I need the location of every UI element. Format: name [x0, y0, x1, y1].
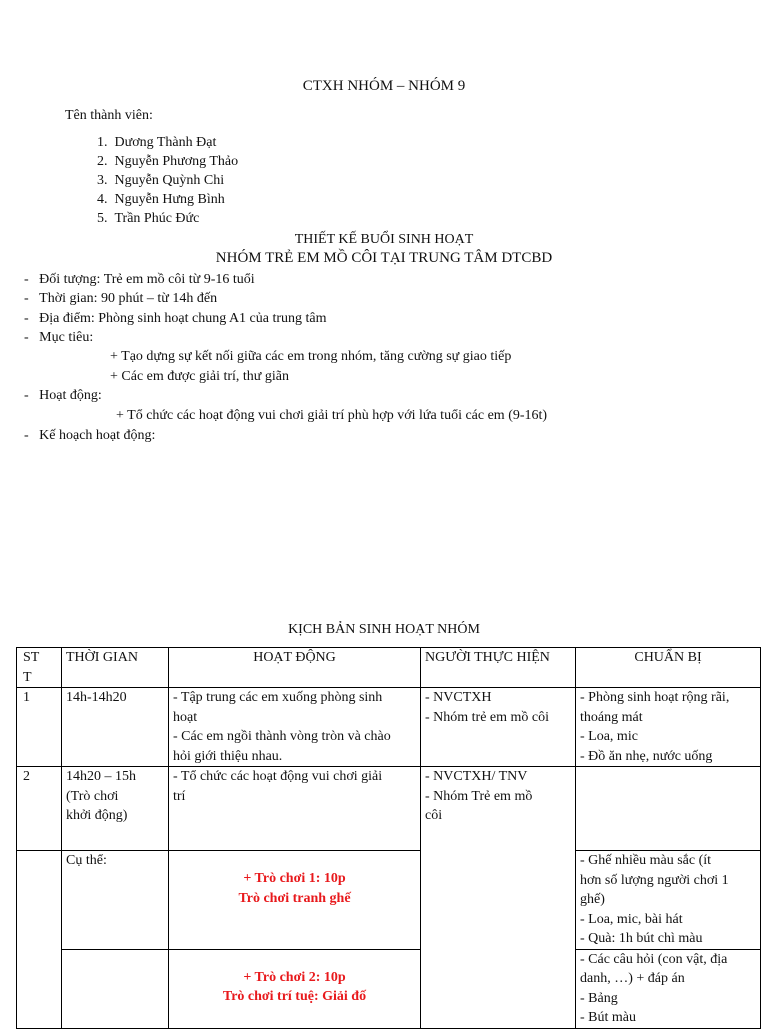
- bullet-text: Địa điểm: Phòng sinh hoạt chung A1 của trung tâm: [39, 311, 327, 326]
- bullet-text: Kế hoạch hoạt động:: [39, 428, 156, 443]
- table-row: [17, 949, 761, 1028]
- row2-stt: 2: [17, 767, 62, 851]
- row1-activity: [169, 688, 421, 767]
- member-item: [97, 133, 216, 152]
- cell-line: - Loa, mic, bài hát: [580, 911, 683, 927]
- game2-name: Trò chơi trí tuệ: Giải đố: [222, 989, 367, 1004]
- bullet-item: - Hoạt động:: [24, 388, 102, 403]
- script-title: KỊCH BẢN SINH HOẠT NHÓM: [288, 622, 480, 637]
- cell-line: trí: [173, 788, 186, 804]
- header-prep-text: CHUẨN BỊ: [634, 650, 702, 665]
- table-row: [17, 767, 761, 851]
- cell-line: côi: [425, 808, 443, 823]
- bullet-text: Mục tiêu:: [39, 330, 94, 345]
- cell-line: - Tập trung các em xuống phòng sinh: [173, 690, 383, 705]
- row1-stt: 1: [17, 688, 62, 767]
- member-name: Nguyễn Quỳnh Chi: [114, 173, 225, 188]
- row1-time: 14h-14h20: [62, 688, 169, 767]
- row2-prep: [576, 767, 761, 851]
- row4-prep: [576, 949, 761, 1028]
- cell-line: - Quà: 1h bút chì màu: [580, 931, 703, 946]
- cell-line: 14h20 – 15h: [66, 769, 136, 784]
- header-performer: [421, 648, 576, 688]
- member-number: 5.: [97, 211, 108, 226]
- cell-line: hoạt: [173, 709, 198, 725]
- table-header-row: [17, 648, 761, 688]
- header-time: [62, 648, 169, 688]
- bullet-item: - Đối tượng: Trẻ em mồ côi từ 9-16 tuổi: [24, 272, 255, 287]
- cell-line: (Trò chơi: [66, 788, 119, 804]
- cell-line: - Nhóm Trẻ em mồ: [425, 788, 533, 804]
- table-row: [17, 688, 761, 767]
- row3-stt: [17, 851, 62, 1029]
- header-stt-line: T: [23, 669, 32, 685]
- game1-title: + Trò chơi 1: 10p: [243, 871, 346, 886]
- member-item: [97, 171, 224, 190]
- cell-line: - Các câu hỏi (con vật, địa: [580, 951, 728, 967]
- bullet-text: Hoạt động:: [39, 388, 102, 403]
- cell-line: - NVCTXH/ TNV: [425, 769, 528, 784]
- bullet-item: - Thời gian: 90 phút – từ 14h đến: [24, 291, 218, 306]
- cell-line: - Phòng sinh hoạt rộng rãi,: [580, 690, 730, 705]
- document-title: CTXH NHÓM – NHÓM 9: [302, 78, 466, 94]
- cell-line: - Tổ chức các hoạt động vui chơi giải: [173, 769, 383, 784]
- cell-line: hơn số lượng người chơi 1: [580, 872, 729, 888]
- row2-time: [62, 767, 169, 851]
- member-number: 4.: [97, 192, 108, 207]
- cell-line: - Các em ngồi thành vòng tròn và chào: [173, 729, 391, 744]
- member-number: 1.: [97, 135, 108, 150]
- design-title: THIẾT KẾ BUỔI SINH HOẠT: [294, 232, 474, 247]
- cell-line: thoáng mát: [580, 709, 643, 725]
- member-name: Nguyễn Hưng Bình: [114, 192, 225, 207]
- members-label: Tên thành viên:: [65, 108, 153, 123]
- bullet-item: - Kế hoạch hoạt động:: [24, 428, 156, 443]
- game1-name: Trò chơi tranh ghế: [238, 890, 351, 906]
- cell-line: khởi động): [66, 808, 128, 823]
- row2-activity: [169, 767, 421, 851]
- goal-item: + Các em được giải trí, thư giãn: [110, 369, 289, 384]
- row1-performer: [421, 688, 576, 767]
- member-name: Nguyễn Phương Thảo: [114, 154, 239, 169]
- activity-item: + Tổ chức các hoạt động vui chơi giải trí phù hợp với lứa tuổi các em (9-16t): [116, 408, 548, 423]
- row1-prep: [576, 688, 761, 767]
- member-item: [97, 209, 199, 228]
- bullet-text: Đối tượng: Trẻ em mồ côi từ 9-16 tuổi: [39, 272, 255, 287]
- header-prep: [576, 648, 761, 688]
- table-row: [17, 851, 761, 950]
- cell-line: - NVCTXH: [425, 690, 492, 705]
- member-number: 2.: [97, 154, 108, 169]
- design-subtitle: NHÓM TRẺ EM MỒ CÔI TẠI TRUNG TÂM DTCBD: [215, 250, 553, 266]
- header-activity-text: HOẠT ĐỘNG: [253, 650, 336, 665]
- row3-game: [169, 851, 421, 950]
- cell-line: - Bảng: [580, 990, 618, 1006]
- member-number: 3.: [97, 173, 108, 188]
- member-item: [97, 190, 225, 209]
- goal-item: + Tạo dựng sự kết nối giữa các em trong nhóm, tăng cường sự giao tiếp: [110, 349, 512, 364]
- header-performer-text: NGƯỜI THỰC HIỆN: [425, 650, 550, 665]
- row3-time: Cụ thể:: [62, 851, 169, 950]
- header-stt-line: ST: [23, 650, 40, 665]
- cell-line: hỏi giới thiệu nhau.: [173, 748, 283, 764]
- header-activity: [169, 648, 421, 688]
- cell-line: - Ghế nhiều màu sắc (ít: [580, 853, 712, 868]
- cell-line: - Loa, mic: [580, 729, 638, 744]
- header-time-text: THỜI GIAN: [66, 650, 138, 665]
- cell-line: ghế): [580, 892, 605, 907]
- member-name: Trần Phúc Đức: [114, 211, 200, 226]
- member-name: Dương Thành Đạt: [114, 135, 217, 150]
- row2-performer: [421, 767, 576, 1029]
- bullet-item: - Mục tiêu:: [24, 330, 94, 345]
- cell-line: - Bút màu: [580, 1010, 636, 1025]
- cell-line: - Nhóm trẻ em mồ côi: [425, 709, 550, 725]
- bullet-item: - Địa điểm: Phòng sinh hoạt chung A1 của trung tâm: [24, 311, 327, 326]
- header-stt: [17, 648, 62, 688]
- member-item: [97, 152, 238, 171]
- row4-time: [62, 949, 169, 1028]
- cell-line: - Đồ ăn nhẹ, nước uống: [580, 748, 713, 764]
- activity-plan-table: [16, 647, 761, 1029]
- row3-prep: [576, 851, 761, 950]
- game2-title: + Trò chơi 2: 10p: [243, 969, 346, 985]
- row4-game: [169, 949, 421, 1028]
- bullet-text: Thời gian: 90 phút – từ 14h đến: [39, 291, 218, 306]
- cell-line: danh, …) + đáp án: [580, 971, 685, 986]
